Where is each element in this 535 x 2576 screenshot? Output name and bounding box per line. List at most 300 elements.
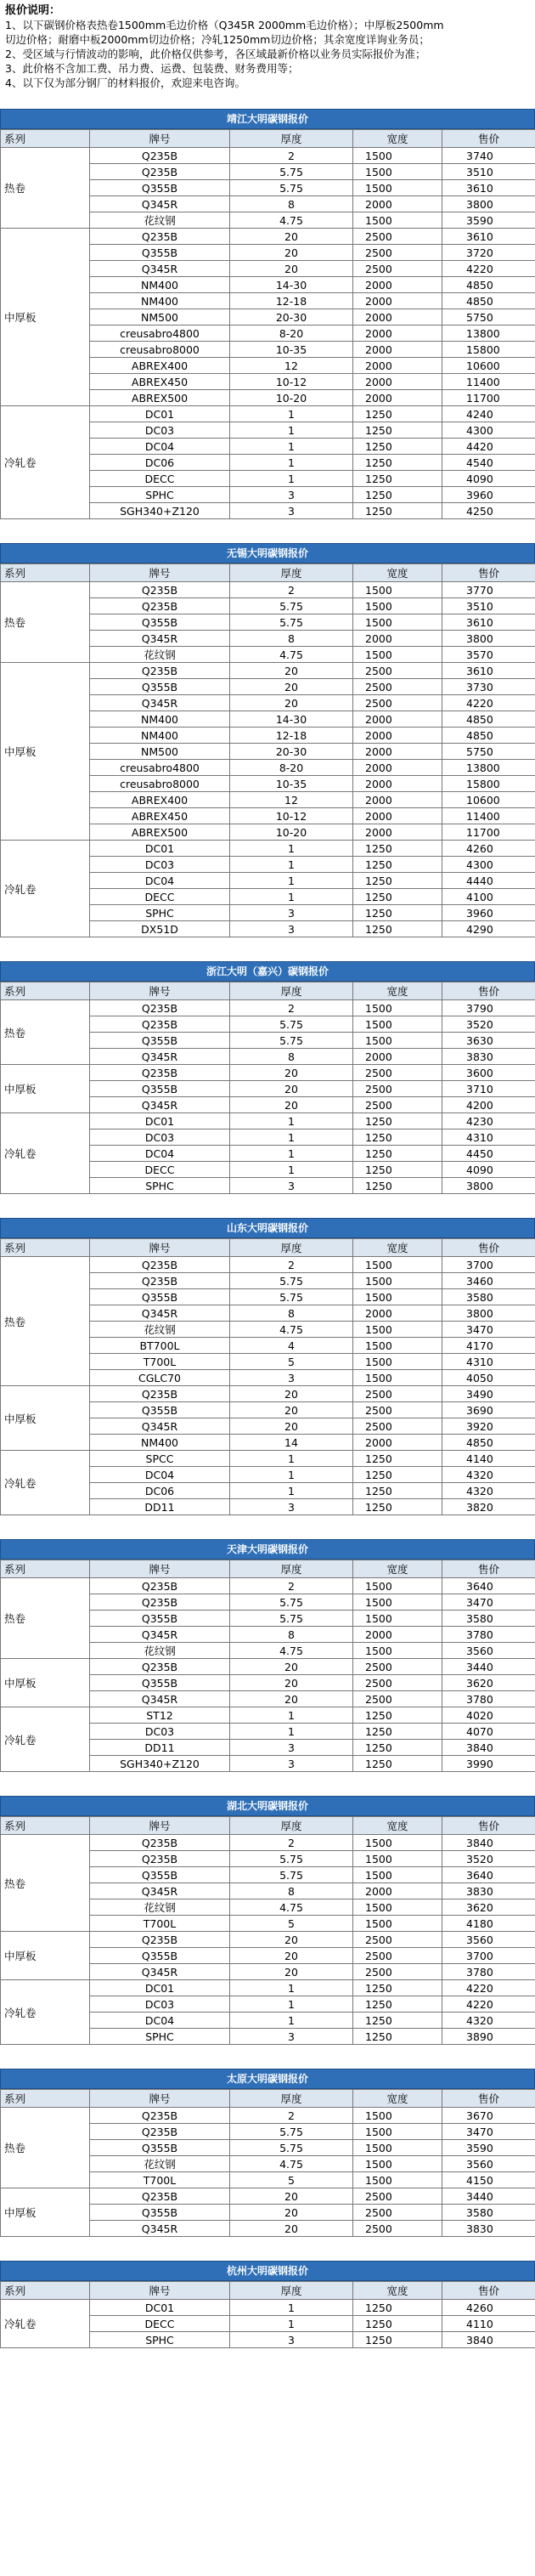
width-cell: 1250 bbox=[353, 1178, 442, 1194]
grade-cell: 花纹钢 bbox=[90, 1899, 230, 1916]
price-cell: 3590 bbox=[442, 2140, 535, 2156]
grade-cell: DC01 bbox=[90, 1980, 230, 1996]
column-header: 宽度 bbox=[353, 1239, 442, 1257]
thickness-cell: 1 bbox=[230, 1707, 353, 1724]
grade-cell: SGH340+Z120 bbox=[90, 1756, 230, 1772]
series-cell: 中厚板 bbox=[1, 2188, 90, 2237]
thickness-cell: 12 bbox=[230, 792, 353, 808]
price-cell: 3590 bbox=[442, 212, 535, 229]
grade-cell: Q235B bbox=[90, 148, 230, 164]
width-cell: 1250 bbox=[353, 905, 442, 921]
price-cell: 3690 bbox=[442, 1402, 535, 1418]
width-cell: 1250 bbox=[353, 873, 442, 889]
table-row bbox=[1, 1000, 535, 1016]
thickness-cell: 20 bbox=[230, 229, 353, 245]
price-cell: 4230 bbox=[442, 1113, 535, 1129]
column-header: 宽度 bbox=[353, 564, 442, 582]
width-cell: 2500 bbox=[353, 695, 442, 711]
width-cell: 1250 bbox=[353, 1724, 442, 1740]
grade-cell: Q355B bbox=[90, 180, 230, 196]
width-cell: 2000 bbox=[353, 728, 442, 744]
thickness-cell: 14-30 bbox=[230, 277, 353, 293]
thickness-cell: 2 bbox=[230, 2108, 353, 2124]
series-cell: 冷轧卷 bbox=[1, 1980, 90, 2045]
header-row bbox=[1, 982, 535, 1000]
thickness-cell: 1 bbox=[230, 857, 353, 873]
grade-cell: creusabro8000 bbox=[90, 776, 230, 792]
table-row bbox=[1, 841, 535, 857]
width-cell: 1250 bbox=[353, 2029, 442, 2045]
price-cell: 3820 bbox=[442, 1499, 535, 1515]
grade-cell: SPCC bbox=[90, 1451, 230, 1467]
price-cell: 4150 bbox=[442, 2172, 535, 2188]
price-cell: 3630 bbox=[442, 1033, 535, 1049]
series-cell: 中厚板 bbox=[1, 229, 90, 406]
thickness-cell: 1 bbox=[230, 471, 353, 487]
grade-cell: ABREX500 bbox=[90, 824, 230, 841]
grade-cell: Q235B bbox=[90, 1932, 230, 1948]
grade-cell: Q345R bbox=[90, 1883, 230, 1899]
notes-title: 报价说明： bbox=[5, 4, 61, 17]
thickness-cell: 20-30 bbox=[230, 309, 353, 326]
width-cell: 1250 bbox=[353, 455, 442, 471]
grade-cell: Q355B bbox=[90, 2140, 230, 2156]
width-cell: 1250 bbox=[353, 841, 442, 857]
thickness-cell: 2 bbox=[230, 148, 353, 164]
price-cell: 4440 bbox=[442, 873, 535, 889]
width-cell: 2000 bbox=[353, 358, 442, 374]
thickness-cell: 1 bbox=[230, 1483, 353, 1499]
grade-cell: creusabro8000 bbox=[90, 342, 230, 358]
grade-cell: Q235B bbox=[90, 1578, 230, 1594]
thickness-cell: 3 bbox=[230, 503, 353, 519]
width-cell: 1500 bbox=[353, 1578, 442, 1594]
price-cell: 4850 bbox=[442, 277, 535, 293]
price-cell: 3800 bbox=[442, 631, 535, 647]
width-cell: 1250 bbox=[353, 503, 442, 519]
column-header: 牌号 bbox=[90, 1560, 230, 1578]
price-cell: 4020 bbox=[442, 1707, 535, 1724]
grade-cell: DECC bbox=[90, 2316, 230, 2332]
width-cell: 1250 bbox=[353, 1129, 442, 1146]
series-cell: 冷轧卷 bbox=[1, 1113, 90, 1194]
price-cell: 3770 bbox=[442, 582, 535, 598]
thickness-cell: 10-20 bbox=[230, 824, 353, 841]
thickness-cell: 4.75 bbox=[230, 1643, 353, 1659]
width-cell: 2000 bbox=[353, 760, 442, 776]
width-cell: 2000 bbox=[353, 1627, 442, 1643]
grade-cell: SGH340+Z120 bbox=[90, 503, 230, 519]
table-row bbox=[1, 1451, 535, 1467]
grade-cell: DD11 bbox=[90, 1740, 230, 1756]
table-row bbox=[1, 229, 535, 245]
price-cell: 4320 bbox=[442, 1467, 535, 1483]
price-cell: 4090 bbox=[442, 471, 535, 487]
thickness-cell: 20 bbox=[230, 679, 353, 695]
column-header: 厚度 bbox=[230, 2090, 353, 2108]
thickness-cell: 1 bbox=[230, 2013, 353, 2029]
price-cell: 3830 bbox=[442, 1049, 535, 1065]
note-line-1: 1、以下碳钢价格表热卷1500mm毛边价格（Q345R 2000mm毛边价格）；中厚板2500mm bbox=[5, 19, 444, 31]
price-cell: 3560 bbox=[442, 1643, 535, 1659]
column-header: 牌号 bbox=[90, 2282, 230, 2300]
grade-cell: Q345R bbox=[90, 631, 230, 647]
width-cell: 1500 bbox=[353, 1643, 442, 1659]
grade-cell: ABREX500 bbox=[90, 390, 230, 406]
grade-cell: Q235B bbox=[90, 2108, 230, 2124]
width-cell: 2000 bbox=[353, 1883, 442, 1899]
price-cell: 11700 bbox=[442, 824, 535, 841]
grade-cell: Q235B bbox=[90, 582, 230, 598]
width-cell: 2500 bbox=[353, 2205, 442, 2221]
series-cell: 冷轧卷 bbox=[1, 2300, 90, 2348]
grade-cell: Q345R bbox=[90, 1305, 230, 1322]
price-cell: 3620 bbox=[442, 1675, 535, 1691]
grade-cell: Q355B bbox=[90, 1867, 230, 1883]
width-cell: 1500 bbox=[353, 1033, 442, 1049]
width-cell: 1500 bbox=[353, 2140, 442, 2156]
width-cell: 2000 bbox=[353, 744, 442, 760]
price-cell: 3780 bbox=[442, 1691, 535, 1707]
width-cell: 1500 bbox=[353, 1370, 442, 1386]
section-title: 浙江大明（嘉兴）碳钢报价 bbox=[0, 961, 535, 982]
width-cell: 1250 bbox=[353, 471, 442, 487]
thickness-cell: 20 bbox=[230, 261, 353, 277]
grade-cell: Q345R bbox=[90, 695, 230, 711]
width-cell: 2500 bbox=[353, 1386, 442, 1402]
price-section bbox=[0, 1796, 535, 2045]
section-title: 无锡大明碳钢报价 bbox=[0, 543, 535, 563]
width-cell: 1500 bbox=[353, 1916, 442, 1932]
width-cell: 2500 bbox=[353, 1659, 442, 1675]
thickness-cell: 10-12 bbox=[230, 808, 353, 824]
grade-cell: creusabro4800 bbox=[90, 326, 230, 342]
price-cell: 3990 bbox=[442, 1756, 535, 1772]
price-cell: 4200 bbox=[442, 1097, 535, 1113]
column-header: 宽度 bbox=[353, 982, 442, 1000]
width-cell: 1250 bbox=[353, 1996, 442, 2013]
thickness-cell: 8-20 bbox=[230, 760, 353, 776]
grade-cell: 花纹钢 bbox=[90, 1322, 230, 1338]
grade-cell: Q345R bbox=[90, 1418, 230, 1435]
column-header: 牌号 bbox=[90, 982, 230, 1000]
width-cell: 1500 bbox=[353, 1257, 442, 1273]
price-cell: 4220 bbox=[442, 261, 535, 277]
price-cell: 3670 bbox=[442, 2108, 535, 2124]
width-cell: 1500 bbox=[353, 1016, 442, 1033]
price-cell: 3640 bbox=[442, 1867, 535, 1883]
width-cell: 1250 bbox=[353, 1980, 442, 1996]
price-table bbox=[0, 563, 535, 937]
price-section bbox=[0, 1218, 535, 1515]
thickness-cell: 2 bbox=[230, 582, 353, 598]
width-cell: 2500 bbox=[353, 229, 442, 245]
table-row bbox=[1, 1707, 535, 1724]
price-cell: 4850 bbox=[442, 728, 535, 744]
thickness-cell: 20 bbox=[230, 1691, 353, 1707]
width-cell: 1250 bbox=[353, 406, 442, 422]
column-header: 系列 bbox=[1, 2090, 90, 2108]
width-cell: 2500 bbox=[353, 1402, 442, 1418]
thickness-cell: 3 bbox=[230, 2332, 353, 2348]
thickness-cell: 20 bbox=[230, 1097, 353, 1113]
series-cell: 中厚板 bbox=[1, 1065, 90, 1113]
thickness-cell: 1 bbox=[230, 1724, 353, 1740]
grade-cell: Q355B bbox=[90, 1948, 230, 1964]
table-row bbox=[1, 2300, 535, 2316]
width-cell: 1250 bbox=[353, 1707, 442, 1724]
grade-cell: ABREX450 bbox=[90, 374, 230, 390]
grade-cell: T700L bbox=[90, 1354, 230, 1370]
grade-cell: Q235B bbox=[90, 1257, 230, 1273]
pricing-notes bbox=[0, 0, 535, 109]
thickness-cell: 1 bbox=[230, 1129, 353, 1146]
series-cell: 中厚板 bbox=[1, 1386, 90, 1451]
price-cell: 3510 bbox=[442, 164, 535, 180]
price-cell: 3610 bbox=[442, 180, 535, 196]
thickness-cell: 8-20 bbox=[230, 326, 353, 342]
price-table bbox=[0, 2089, 535, 2237]
price-table bbox=[0, 2281, 535, 2348]
thickness-cell: 20 bbox=[230, 1386, 353, 1402]
width-cell: 1500 bbox=[353, 1851, 442, 1867]
series-cell: 热卷 bbox=[1, 1000, 90, 1065]
series-cell: 中厚板 bbox=[1, 1659, 90, 1707]
grade-cell: 花纹钢 bbox=[90, 2156, 230, 2172]
header-row bbox=[1, 2090, 535, 2108]
grade-cell: Q235B bbox=[90, 1386, 230, 1402]
price-cell: 4320 bbox=[442, 1483, 535, 1499]
table-row bbox=[1, 1932, 535, 1948]
thickness-cell: 1 bbox=[230, 406, 353, 422]
grade-cell: ST12 bbox=[90, 1707, 230, 1724]
column-header: 售价 bbox=[442, 564, 535, 582]
grade-cell: Q355B bbox=[90, 1402, 230, 1418]
thickness-cell: 20 bbox=[230, 2188, 353, 2205]
width-cell: 2000 bbox=[353, 277, 442, 293]
grade-cell: 花纹钢 bbox=[90, 212, 230, 229]
grade-cell: Q235B bbox=[90, 1851, 230, 1867]
price-cell: 3840 bbox=[442, 1740, 535, 1756]
thickness-cell: 1 bbox=[230, 1146, 353, 1162]
series-cell: 热卷 bbox=[1, 148, 90, 229]
price-cell: 3580 bbox=[442, 2205, 535, 2221]
thickness-cell: 5 bbox=[230, 1354, 353, 1370]
width-cell: 2500 bbox=[353, 1097, 442, 1113]
price-cell: 4250 bbox=[442, 503, 535, 519]
price-cell: 4310 bbox=[442, 1129, 535, 1146]
grade-cell: Q235B bbox=[90, 1000, 230, 1016]
thickness-cell: 20 bbox=[230, 1402, 353, 1418]
thickness-cell: 20 bbox=[230, 1948, 353, 1964]
price-cell: 3640 bbox=[442, 1578, 535, 1594]
price-cell: 3890 bbox=[442, 2029, 535, 2045]
width-cell: 1500 bbox=[353, 1594, 442, 1611]
width-cell: 2500 bbox=[353, 261, 442, 277]
table-row bbox=[1, 1065, 535, 1081]
thickness-cell: 20 bbox=[230, 1932, 353, 1948]
thickness-cell: 1 bbox=[230, 873, 353, 889]
width-cell: 2000 bbox=[353, 309, 442, 326]
grade-cell: NM400 bbox=[90, 1435, 230, 1451]
grade-cell: SPHC bbox=[90, 905, 230, 921]
header-row bbox=[1, 564, 535, 582]
price-cell: 3700 bbox=[442, 1257, 535, 1273]
width-cell: 1500 bbox=[353, 614, 442, 631]
price-cell: 3960 bbox=[442, 487, 535, 503]
table-row bbox=[1, 1578, 535, 1594]
thickness-cell: 5.75 bbox=[230, 1594, 353, 1611]
price-cell: 5750 bbox=[442, 309, 535, 326]
grade-cell: Q355B bbox=[90, 1289, 230, 1305]
thickness-cell: 5.75 bbox=[230, 180, 353, 196]
thickness-cell: 8 bbox=[230, 1049, 353, 1065]
thickness-cell: 20 bbox=[230, 1675, 353, 1691]
width-cell: 1250 bbox=[353, 1740, 442, 1756]
width-cell: 1500 bbox=[353, 180, 442, 196]
header-row bbox=[1, 1239, 535, 1257]
width-cell: 1250 bbox=[353, 2316, 442, 2332]
series-cell: 中厚板 bbox=[1, 663, 90, 841]
thickness-cell: 5.75 bbox=[230, 1867, 353, 1883]
column-header: 售价 bbox=[442, 2090, 535, 2108]
column-header: 售价 bbox=[442, 1239, 535, 1257]
thickness-cell: 4.75 bbox=[230, 1322, 353, 1338]
grade-cell: SPHC bbox=[90, 2332, 230, 2348]
series-cell: 中厚板 bbox=[1, 1932, 90, 1980]
table-row bbox=[1, 663, 535, 679]
thickness-cell: 8 bbox=[230, 631, 353, 647]
grade-cell: NM500 bbox=[90, 744, 230, 760]
width-cell: 1500 bbox=[353, 1000, 442, 1016]
grade-cell: DECC bbox=[90, 1162, 230, 1178]
width-cell: 1250 bbox=[353, 1113, 442, 1129]
thickness-cell: 8 bbox=[230, 1883, 353, 1899]
thickness-cell: 20 bbox=[230, 1081, 353, 1097]
grade-cell: Q355B bbox=[90, 1033, 230, 1049]
price-cell: 4850 bbox=[442, 711, 535, 728]
grade-cell: DC03 bbox=[90, 1996, 230, 2013]
grade-cell: Q235B bbox=[90, 2188, 230, 2205]
price-cell: 3700 bbox=[442, 1948, 535, 1964]
price-cell: 3920 bbox=[442, 1418, 535, 1435]
grade-cell: Q235B bbox=[90, 1659, 230, 1675]
price-cell: 3780 bbox=[442, 1627, 535, 1643]
column-header: 厚度 bbox=[230, 1560, 353, 1578]
grade-cell: Q345R bbox=[90, 2221, 230, 2237]
width-cell: 1500 bbox=[353, 582, 442, 598]
column-header: 牌号 bbox=[90, 130, 230, 148]
price-cell: 4140 bbox=[442, 1451, 535, 1467]
thickness-cell: 5.75 bbox=[230, 2124, 353, 2140]
grade-cell: DC03 bbox=[90, 422, 230, 439]
grade-cell: DC06 bbox=[90, 1483, 230, 1499]
grade-cell: DC04 bbox=[90, 1146, 230, 1162]
column-header: 售价 bbox=[442, 1817, 535, 1835]
width-cell: 2500 bbox=[353, 245, 442, 261]
grade-cell: NM400 bbox=[90, 277, 230, 293]
series-cell: 热卷 bbox=[1, 1578, 90, 1659]
width-cell: 2000 bbox=[353, 1305, 442, 1322]
width-cell: 1500 bbox=[353, 1899, 442, 1916]
thickness-cell: 3 bbox=[230, 905, 353, 921]
price-table bbox=[0, 1238, 535, 1515]
width-cell: 2500 bbox=[353, 1675, 442, 1691]
grade-cell: ABREX400 bbox=[90, 792, 230, 808]
price-cell: 4290 bbox=[442, 921, 535, 937]
table-row bbox=[1, 1113, 535, 1129]
price-cell: 4850 bbox=[442, 1435, 535, 1451]
thickness-cell: 3 bbox=[230, 1756, 353, 1772]
price-cell: 4070 bbox=[442, 1724, 535, 1740]
grade-cell: Q355B bbox=[90, 1611, 230, 1627]
grade-cell: Q235B bbox=[90, 1016, 230, 1033]
grade-cell: SPHC bbox=[90, 2029, 230, 2045]
thickness-cell: 5.75 bbox=[230, 1033, 353, 1049]
grade-cell: DC01 bbox=[90, 1113, 230, 1129]
width-cell: 1250 bbox=[353, 439, 442, 455]
thickness-cell: 20 bbox=[230, 663, 353, 679]
width-cell: 1250 bbox=[353, 1756, 442, 1772]
thickness-cell: 1 bbox=[230, 1996, 353, 2013]
price-cell: 3570 bbox=[442, 647, 535, 663]
thickness-cell: 5.75 bbox=[230, 614, 353, 631]
width-cell: 1500 bbox=[353, 2124, 442, 2140]
price-cell: 10600 bbox=[442, 792, 535, 808]
price-cell: 3510 bbox=[442, 598, 535, 614]
grade-cell: Q345R bbox=[90, 1691, 230, 1707]
grade-cell: Q345R bbox=[90, 1627, 230, 1643]
thickness-cell: 5 bbox=[230, 1916, 353, 1932]
section-title: 天津大明碳钢报价 bbox=[0, 1539, 535, 1560]
price-cell: 3610 bbox=[442, 614, 535, 631]
width-cell: 1250 bbox=[353, 1483, 442, 1499]
price-cell: 3470 bbox=[442, 2124, 535, 2140]
price-cell: 5750 bbox=[442, 744, 535, 760]
price-table bbox=[0, 982, 535, 1194]
thickness-cell: 20-30 bbox=[230, 744, 353, 760]
price-cell: 3800 bbox=[442, 1305, 535, 1322]
price-cell: 4100 bbox=[442, 889, 535, 905]
price-cell: 3730 bbox=[442, 679, 535, 695]
thickness-cell: 1 bbox=[230, 455, 353, 471]
price-section bbox=[0, 2069, 535, 2237]
price-cell: 4850 bbox=[442, 293, 535, 309]
table-row bbox=[1, 148, 535, 164]
column-header: 厚度 bbox=[230, 1817, 353, 1835]
price-cell: 11400 bbox=[442, 374, 535, 390]
price-cell: 3830 bbox=[442, 2221, 535, 2237]
thickness-cell: 8 bbox=[230, 1627, 353, 1643]
width-cell: 1250 bbox=[353, 921, 442, 937]
thickness-cell: 8 bbox=[230, 196, 353, 212]
price-cell: 3560 bbox=[442, 2156, 535, 2172]
grade-cell: 花纹钢 bbox=[90, 1643, 230, 1659]
thickness-cell: 4.75 bbox=[230, 212, 353, 229]
thickness-cell: 4.75 bbox=[230, 1899, 353, 1916]
thickness-cell: 20 bbox=[230, 1964, 353, 1980]
grade-cell: Q235B bbox=[90, 1273, 230, 1289]
width-cell: 2500 bbox=[353, 1691, 442, 1707]
thickness-cell: 10-20 bbox=[230, 390, 353, 406]
grade-cell: CGLC70 bbox=[90, 1370, 230, 1386]
width-cell: 1500 bbox=[353, 2172, 442, 2188]
width-cell: 1500 bbox=[353, 1322, 442, 1338]
width-cell: 2000 bbox=[353, 196, 442, 212]
thickness-cell: 8 bbox=[230, 1305, 353, 1322]
thickness-cell: 5.75 bbox=[230, 1611, 353, 1627]
price-table bbox=[0, 1560, 535, 1772]
